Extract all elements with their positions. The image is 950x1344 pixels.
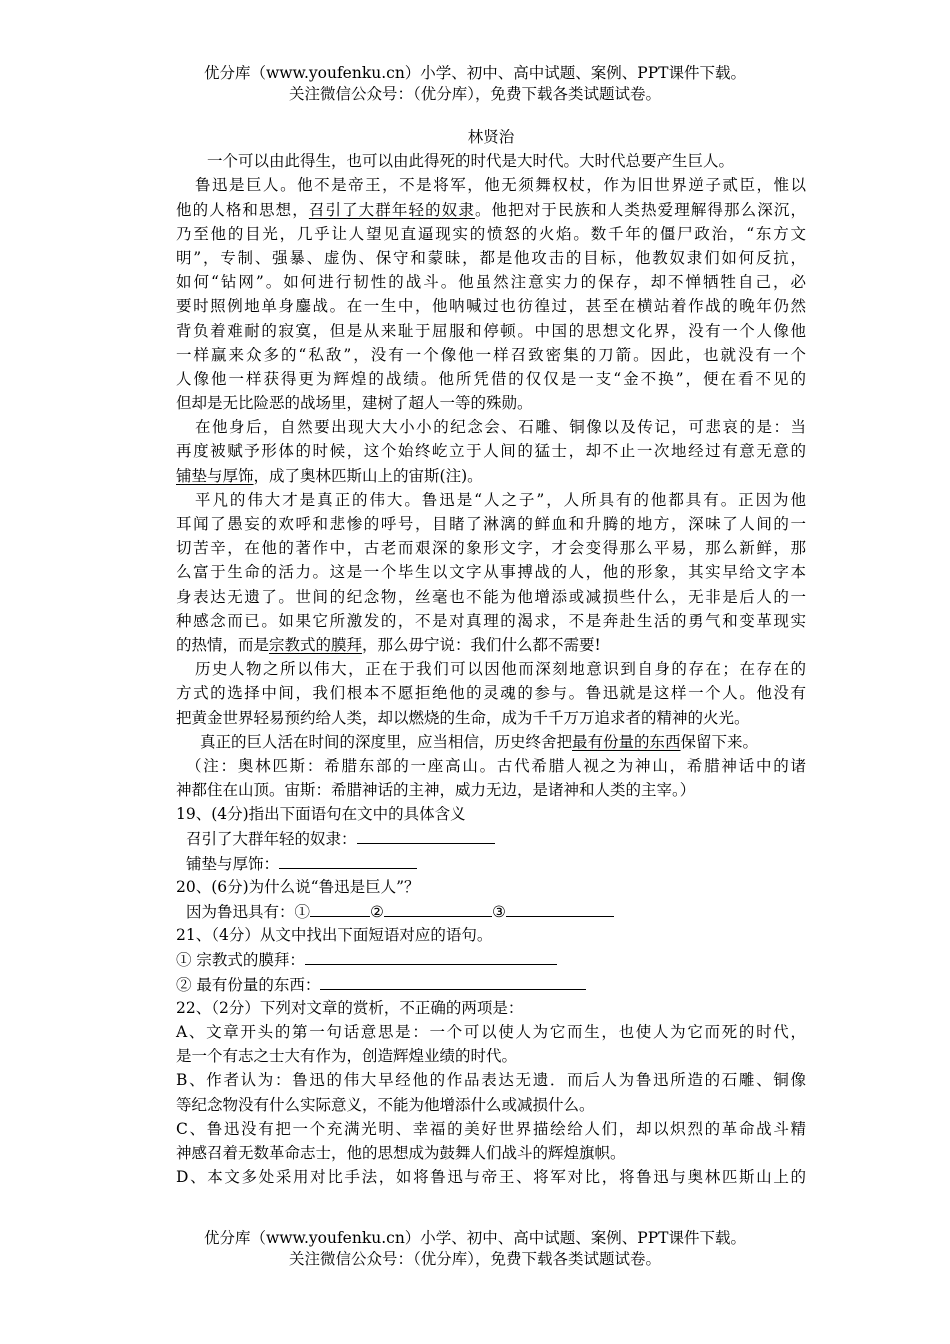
option-c-line: C、鲁迅没有把一个充满光明、幸福的美好世界描绘给人们，却以炽烈的革命战斗精	[176, 1119, 806, 1138]
footer-line-1: 优分库（www.youfenku.cn）小学、初中、高中试题、案例、PPT课件下载。	[203, 1229, 747, 1247]
paragraph-6	[176, 730, 806, 754]
paragraph-2-line	[176, 198, 806, 222]
paragraph-4-line: 平凡的伟大才是真正的伟大。鲁迅是“人之子”，人所具有的他都具有。正因为他	[195, 490, 806, 509]
text: 的热情，而是	[176, 635, 270, 654]
footnote-line: （注：奥林匹斯：希腊东部的一座高山。古代希腊人视之为神山，希腊神话中的诸	[186, 756, 806, 775]
paragraph-4-line: 身表达无遗了。世间的纪念物，丝毫也不能为他增添或减损些什么，无非是后人的一	[176, 587, 806, 606]
option-b-line: B、作者认为：鲁迅的伟大早经他的作品表达无遗．而后人为鲁迅所造的石雕、铜像	[176, 1071, 806, 1090]
paragraph-2-line: 一样赢来众多的“私敌”，没有一个像他一样召致密集的刀箭。因此，也就没有一个	[176, 345, 806, 364]
text: ，那么毋宁说：我们什么都不需要!	[362, 635, 601, 654]
answer-blank[interactable]	[310, 899, 370, 917]
option-b-line: 等纪念物没有什么实际意义，不能为他增添什么或减损什么。	[176, 1095, 595, 1114]
page-footer	[0, 1228, 950, 1270]
paragraph-3-line: 再度被赋予形体的时候，这个始终屹立于人间的猛士，却不止一次地经过有意无意的	[176, 442, 806, 461]
question-22: 22、（2分）下列对文章的赏析，不正确的两项是：	[176, 998, 524, 1017]
answer-blank[interactable]	[305, 947, 557, 965]
paragraph-3-line	[176, 464, 806, 488]
label: 召引了大群年轻的奴隶：	[186, 830, 357, 849]
paragraph-2-line: 但却是无比险恶的战场里，建树了超人一等的殊勋。	[176, 394, 533, 413]
paragraph-5-line: 历史人物之所以伟大，正在于我们可以因他而深刻地意识到自身的存在；在存在的	[195, 660, 806, 679]
paragraph-2-line: 乃至他的目光，几乎让人望见直逼现实的愤怒的火焰。数千年的僵尸政治，“东方文	[176, 224, 806, 243]
option-d-line: D、本文多处采用对比手法，如将鲁迅与帝王、将军对比，将鲁迅与奥林匹斯山上的	[176, 1168, 806, 1187]
answer-blank[interactable]	[279, 851, 417, 869]
header-line-2: 关注微信公众号：（优分库），免费下载各类试题试卷。	[288, 85, 661, 103]
paragraph-4-line: 切苦辛，在他的著作中，古老而艰深的象形文字，才会变得那么平易，那么新鲜，那	[176, 539, 806, 558]
underlined-phrase-2: 铺垫与厚饰	[176, 466, 254, 485]
paragraph-2-line: 明”，专制、强暴、虚伪、保守和蒙昧，都是他攻击的目标，他教奴隶们如何反抗，	[176, 248, 806, 267]
text: 真正的巨人活在时间的深度里，应当相信，历史终舍把	[200, 732, 573, 751]
label: 铺垫与厚饰：	[186, 854, 280, 873]
answer-blank[interactable]	[320, 972, 586, 990]
text: 保留下来。	[680, 732, 759, 751]
question-20-answer	[176, 899, 806, 923]
option-a-line: 是一个有志之士大有作为，创造辉煌业绩的时代。	[176, 1047, 518, 1066]
question-21: 21、（4分）从文中找出下面短语对应的语句。	[176, 926, 493, 945]
marker-1: ①	[294, 903, 311, 921]
question-19-item-b	[176, 851, 806, 875]
text: 。他把对于民族和人类热爱理解得那么深沉，	[474, 200, 806, 219]
article-author: 林贤治	[467, 128, 515, 146]
paragraph-4-line: 么富于生命的活力。这是一个毕生以文字从事搏战的人，他的形象，其实早给文字本	[176, 563, 806, 582]
footer-line-2: 关注微信公众号：（优分库），免费下载各类试题试卷。	[288, 1250, 661, 1268]
paragraph-2-line: 鲁迅是巨人。他不是帝王，不是将军，他无须舞权杖，作为旧世界逆子贰臣，惟以	[195, 176, 806, 195]
paragraph-2-line: 背负着难耐的寂寞，但是从来耻于屈服和停顿。中国的思想文化界，没有一个人像他	[176, 321, 806, 340]
text: 他的人格和思想，	[176, 200, 309, 219]
label: ① 宗教式的膜拜：	[176, 951, 305, 970]
paragraph-4-line: 耳闻了愚妄的欢呼和悲惨的呼号，目睹了淋漓的鲜血和升腾的地方，深味了人间的一	[176, 515, 806, 533]
question-20: 20、(6分)为什么说“鲁迅是巨人”？	[176, 877, 420, 896]
question-19-item-a	[176, 826, 806, 850]
paragraph-4-line	[176, 633, 806, 657]
question-21-item-2	[176, 972, 806, 996]
paragraph-1: 一个可以由此得生，也可以由此得死的时代是大时代。大时代总要产生巨人。	[207, 152, 735, 171]
underlined-phrase-4: 最有份量的东西	[572, 732, 681, 751]
question-19: 19、(4分)指出下面语句在文中的具体含义	[176, 805, 466, 824]
marker-2: ②	[370, 903, 384, 921]
answer-blank[interactable]	[506, 899, 614, 917]
paragraph-2-line: 人像他一样获得更为辉煌的战绩。他所凭借的仅仅是一支“金不换”，便在看不见的	[176, 369, 806, 388]
underlined-phrase-3: 宗教式的膜拜	[269, 635, 363, 654]
paragraph-2-line: 如何“钻网”。如何进行韧性的战斗。他虽然注意实力的保存，却不惮牺牲自己，必	[176, 273, 806, 292]
footnote-line: 神都住在山顶。宙斯：希腊神话的主神，威力无边，是诸神和人类的主宰。）	[176, 781, 696, 800]
option-a-line: A、文章开头的第一句话意思是：一个可以使人为它而生，也使人为它而死的时代，	[176, 1022, 806, 1041]
question-21-item-1	[176, 947, 806, 971]
answer-blank[interactable]	[357, 826, 495, 844]
paragraph-5-line: 把黄金世界轻易预约给人类，却以燃烧的生命，成为千千万万追求者的精神的火光。	[176, 708, 750, 727]
document-body	[176, 125, 806, 1189]
paragraph-5-line: 方式的选择中间，我们根本不愿拒绝他的灵魂的参与。鲁迅就是这样一个人。他没有	[176, 684, 806, 703]
page-header	[0, 63, 950, 105]
text: ，成了奥林匹斯山上的宙斯(注)。	[253, 466, 483, 485]
paragraph-3-line: 在他身后，自然要出现大大小小的纪念会、石雕、铜像以及传记，可悲哀的是：当	[195, 418, 806, 437]
header-line-1: 优分库（www.youfenku.cn）小学、初中、高中试题、案例、PPT课件下载。	[203, 64, 747, 82]
paragraph-2-line: 要时照例地单身鏖战。在一生中，他呐喊过也彷徨过，甚至在横站着作战的晚年仍然	[176, 297, 806, 316]
underlined-phrase-1: 召引了大群年轻的奴隶	[308, 200, 475, 219]
answer-blank[interactable]	[384, 899, 492, 917]
paragraph-4-line: 种感念而已。如果它所激发的，不是对真理的渴求，不是奔赴生活的勇气和变革现实	[176, 611, 806, 630]
marker-3: ③	[491, 903, 506, 921]
label: ② 最有份量的东西：	[176, 975, 321, 994]
label: 因为鲁迅具有：	[186, 903, 295, 921]
option-c-line: 神感召着无数革命志士，他的思想成为鼓舞人们战斗的辉煌旗帜。	[176, 1143, 626, 1162]
